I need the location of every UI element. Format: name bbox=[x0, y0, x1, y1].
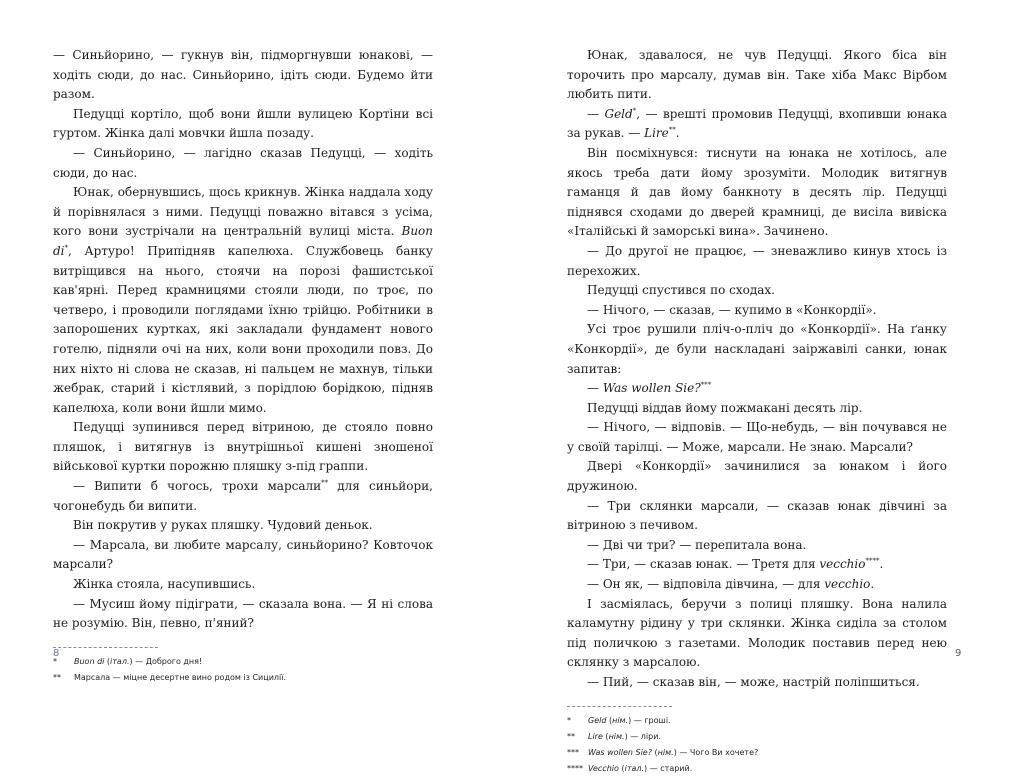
footnote-text: Марсала — міцне десертне вино родом із Сицилії. bbox=[74, 672, 286, 682]
footnote bbox=[53, 670, 433, 686]
footnote bbox=[567, 729, 947, 745]
paragraph: — Он як, — відповіла дівчина, — для vecchio. bbox=[587, 577, 875, 592]
paragraph: Педуцці віддав йому пожмакані десять лір. bbox=[587, 400, 863, 415]
paragraph: Педуцці зупинився перед вітриною, де стояло повно пляшок, і витягнув із внутрішньої кишені зношеної військової куртки порожню пляшку з-під граппи. bbox=[53, 420, 433, 474]
right-page-footnotes bbox=[567, 713, 947, 777]
footnote bbox=[567, 713, 947, 729]
footnote-mark: ** bbox=[567, 731, 575, 741]
paragraph: — Нічого, — відповів. — Що-небудь, — він почувався не у своїй тарілці. — Може, марсали. Не знаю. Марсали? bbox=[567, 420, 947, 454]
paragraph: — Нічого, — сказав, — купимо в «Конкордії». bbox=[587, 302, 877, 317]
footnote-mark: **** bbox=[567, 763, 583, 773]
page-number-right: 9 bbox=[955, 648, 962, 659]
footnote-separator bbox=[53, 647, 158, 648]
left-page-footnotes bbox=[53, 654, 433, 686]
footnote-text: Was wollen Sie? (нім.) — Чого Ви хочете? bbox=[588, 747, 759, 757]
footnote bbox=[567, 745, 947, 761]
paragraph: Він покрутив у руках пляшку. Чудовий деньок. bbox=[73, 518, 373, 533]
footnote-separator bbox=[567, 706, 672, 707]
footnote-text: Lire (нім.) — ліри. bbox=[588, 731, 661, 741]
paragraph: І засміялась, беручи з полиці пляшку. Вона налила каламутну рідину у три склянки. Жінка сиділа за столом під поличкою з газетами. Молодик поставив перед нею склянку з марсалою. bbox=[567, 596, 947, 670]
footnote-mark: * bbox=[567, 715, 571, 725]
page-number-left: 8 bbox=[53, 648, 60, 659]
paragraph: — Три, — сказав юнак. — Третя для vecchio****. bbox=[587, 557, 884, 572]
footnote-mark: *** bbox=[567, 747, 579, 757]
footnote-mark: * bbox=[53, 656, 57, 666]
right-page-body bbox=[567, 46, 947, 693]
paragraph: — Мусиш йому підіграти, — сказала вона. — Я ні слова не розумію. Він, певно, п'яний? bbox=[53, 596, 433, 631]
paragraph: — Дві чи три? — перепитала вона. bbox=[587, 537, 807, 552]
paragraph: Він посміхнувся: тиснути на юнака не хотілось, але якось треба дати йому зрозуміти. Молодик витягнув гаманця й дав йому банкноту в десять лір. Педуцці піднявся сходами до дверей крамниці, де висіла вивіска «Італійські й заморські вина». Зачинено. bbox=[567, 145, 947, 239]
paragraph: — Geld*, — врешті промовив Педуцці, вхопивши юнака за рукав. — Lire**. bbox=[567, 106, 947, 141]
footnote bbox=[567, 761, 947, 777]
footnote-text: Buon di (італ.) — Доброго дня! bbox=[74, 656, 203, 666]
paragraph: Педуцці спустився по сходах. bbox=[587, 283, 775, 298]
paragraph: Педуцці кортіло, щоб вони йшли вулицею Кортіни всі гуртом. Жінка далі мовчки йшла позаду. bbox=[53, 106, 433, 141]
left-page bbox=[53, 46, 433, 686]
paragraph: — Три склянки марсали, — сказав юнак дівчині за вітриною з печивом. bbox=[567, 498, 947, 533]
paragraph: Усі троє рушили пліч-о-пліч до «Конкордії». На ґанку «Конкордії», де були наскладані заіржавілі санки, юнак запитав: bbox=[567, 322, 947, 376]
paragraph: Жінка стояла, насупившись. bbox=[73, 577, 256, 592]
paragraph: — Марсала, ви любите марсалу, синьйорино? Ковточок марсали? bbox=[53, 537, 433, 572]
footnote bbox=[53, 654, 433, 670]
paragraph: Двері «Конкордії» зачинилися за юнаком і його дружиною. bbox=[567, 459, 947, 494]
paragraph: — Was wollen Sie?*** bbox=[587, 381, 712, 396]
paragraph: — Пий, — сказав він, — може, настрій поліпшиться. bbox=[587, 675, 920, 689]
paragraph: — Випити б чогось, трохи марсали** для синьйори, чогонебудь би випити. bbox=[53, 479, 433, 513]
paragraph: Юнак, обернувшись, щось крикнув. Жінка наддала ходу й порівнялася з ними. Педуцці поважно вітався з усіма, кого вони зустрічали на центральній вулиці міста. Buon di*, Артуро! Припідняв капелюха. Службовець банку витріщився на нього, стоячи на порозі фашистської кав'ярні. Перед крамницями стояли люди, по троє, по четверо, і проводили поглядами їхню трійцю. Робітники в запорошених куртках, які закладали фундамент нового готелю, підняли очі на них, коли вони проходили повз. До них ніхто ні слова не сказав, ні пальцем не махнув, тільки жебрак, старий і кістлявий, з порідлою борідкою, підняв капелюха, коли вони йшли мимо. bbox=[53, 185, 433, 415]
footnote-mark: ** bbox=[53, 672, 61, 682]
right-page bbox=[567, 46, 947, 777]
paragraph: Юнак, здавалося, не чув Педуцці. Якого біса він торочить про марсалу, думав він. Таке хіба Макс Вірбом любить пити. bbox=[567, 48, 947, 102]
paragraph: — Синьйорино, — лагідно сказав Педуцці, — ходіть сюди, до нас. bbox=[53, 145, 433, 180]
paragraph: — Синьйорино, — гукнув він, підморгнувши юнакові, — ходіть сюди, до нас. Синьйорино, ідіть сюди. Будемо йти разом. bbox=[53, 48, 433, 102]
footnote-text: Geld (нім.) — гроші. bbox=[588, 715, 671, 725]
paragraph: — До другої не працює, — зневажливо кинув хтось із перехожих. bbox=[567, 243, 947, 278]
footnote-text: Vecchio (італ.) — старий. bbox=[588, 763, 693, 773]
left-page-body bbox=[53, 46, 433, 634]
